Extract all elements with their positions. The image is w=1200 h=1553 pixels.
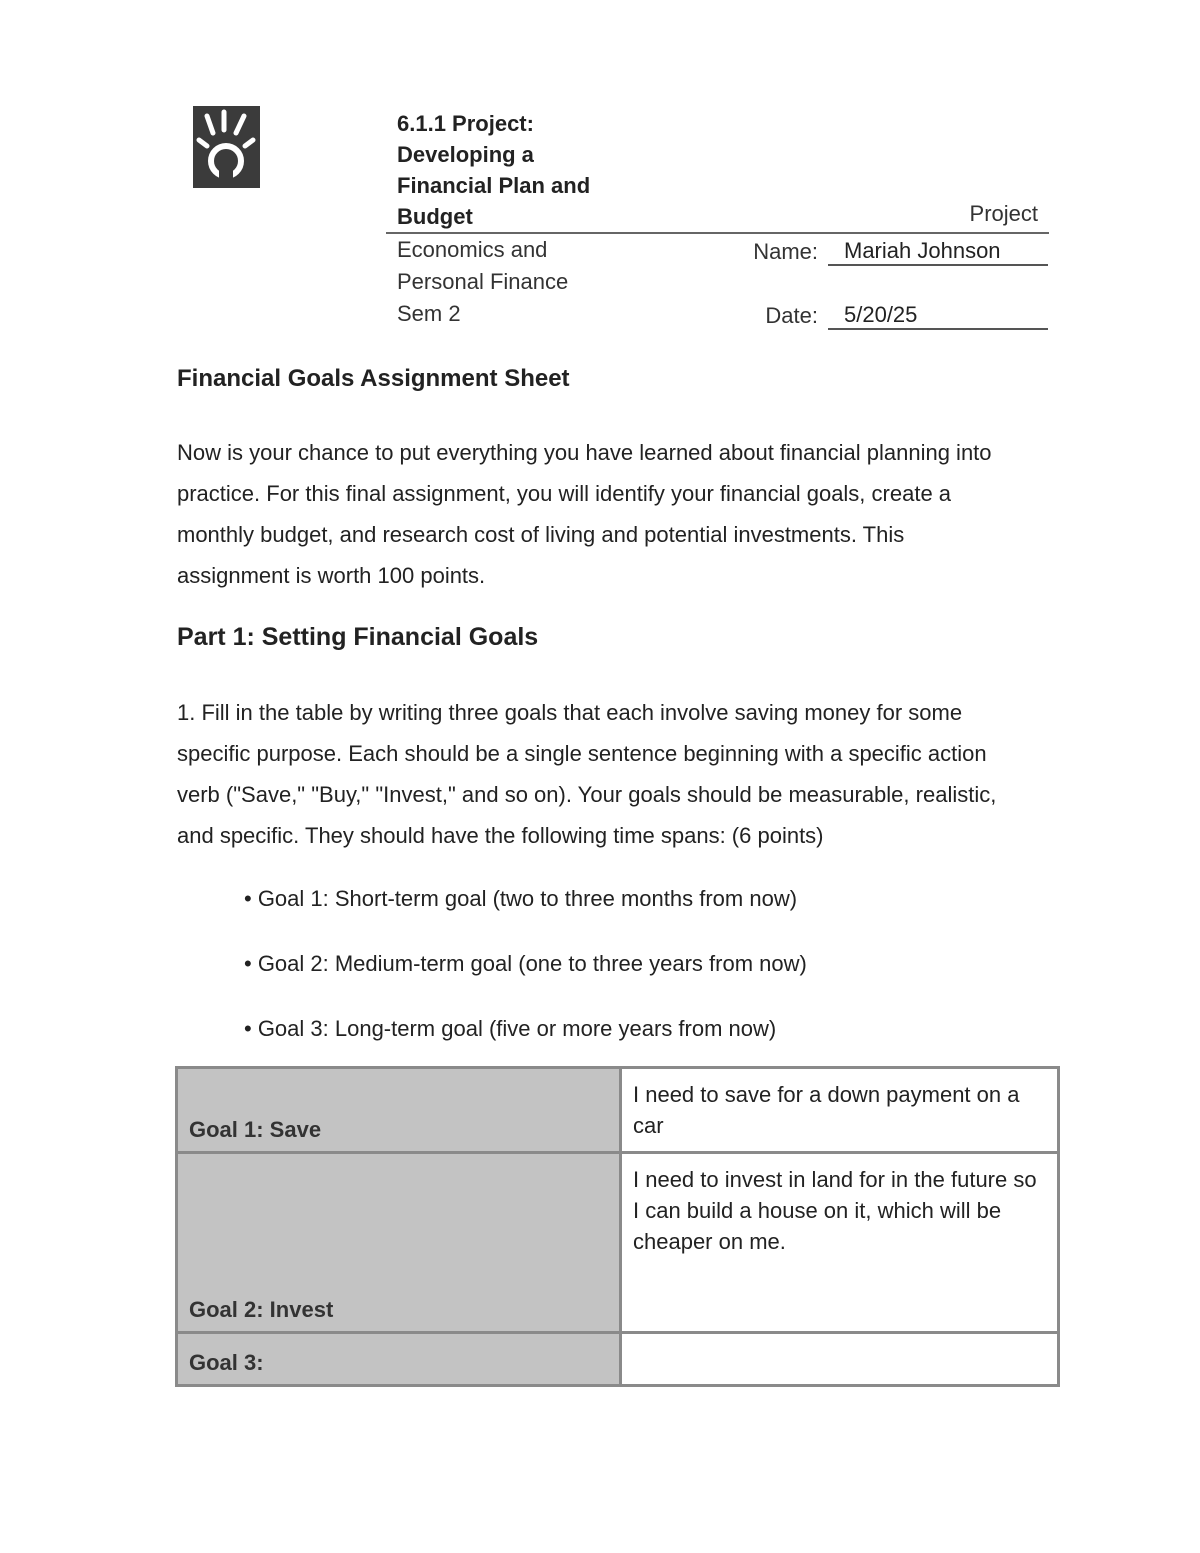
course-info bbox=[397, 234, 617, 330]
part1-instructions bbox=[177, 692, 1057, 856]
goal-answer-cell[interactable]: I need to invest in land for in the future so I can build a house on it, which will be cheaper on me. bbox=[621, 1153, 1059, 1333]
date-label: Date: bbox=[765, 303, 818, 328]
goal-bullet: • Goal 3: Long-term goal (five or more years from now) bbox=[244, 1016, 777, 1041]
name-field[interactable]: Mariah Johnson bbox=[828, 238, 1048, 266]
table-row bbox=[177, 1333, 1059, 1386]
instruction-line: specific purpose. Each should be a single sentence beginning with a specific action bbox=[177, 741, 987, 766]
goal-label-cell: Goal 1: Save bbox=[177, 1068, 621, 1153]
lightbulb-logo-icon bbox=[193, 106, 260, 188]
table-row bbox=[177, 1068, 1059, 1153]
goal-label-cell: Goal 2: Invest bbox=[177, 1153, 621, 1333]
course-line: Economics and bbox=[397, 237, 548, 262]
intro-line: Now is your chance to put everything you have learned about financial planning into bbox=[177, 440, 992, 465]
intro-line: monthly budget, and research cost of living and potential investments. This bbox=[177, 522, 905, 547]
title-line: Budget bbox=[397, 204, 473, 229]
instruction-line: and specific. They should have the following time spans: (6 points) bbox=[177, 823, 824, 848]
goal-label-cell: Goal 3: bbox=[177, 1333, 621, 1386]
part1-heading: Part 1: Setting Financial Goals bbox=[177, 623, 539, 651]
intro-line: assignment is worth 100 points. bbox=[177, 563, 486, 588]
course-line: Sem 2 bbox=[397, 301, 461, 326]
title-line: 6.1.1 Project: bbox=[397, 111, 534, 136]
intro-line: practice. For this final assignment, you will identify your financial goals, create a bbox=[177, 481, 952, 506]
goal-bullet: • Goal 1: Short-term goal (two to three months from now) bbox=[244, 886, 798, 911]
date-field[interactable]: 5/20/25 bbox=[828, 302, 1048, 330]
instruction-line: 1. Fill in the table by writing three goals that each involve saving money for some bbox=[177, 700, 963, 725]
title-line: Financial Plan and bbox=[397, 173, 591, 198]
instruction-line: verb ("Save," "Buy," "Invest," and so on). Your goals should be measurable, realistic, bbox=[177, 782, 997, 807]
goals-table bbox=[175, 1066, 1060, 1387]
goal-bullet: • Goal 2: Medium-term goal (one to three years from now) bbox=[244, 951, 807, 976]
sheet-heading: Financial Goals Assignment Sheet bbox=[177, 365, 570, 392]
goal-answer-cell[interactable]: I need to save for a down payment on a car bbox=[621, 1068, 1059, 1153]
title-line: Developing a bbox=[397, 142, 534, 167]
goal-answer-cell[interactable] bbox=[621, 1333, 1059, 1386]
intro-paragraph bbox=[177, 432, 1057, 596]
table-row bbox=[177, 1153, 1059, 1333]
document-title bbox=[397, 108, 637, 232]
name-label: Name: bbox=[753, 239, 818, 264]
course-line: Personal Finance bbox=[397, 269, 569, 294]
document-type: Project bbox=[969, 201, 1038, 226]
